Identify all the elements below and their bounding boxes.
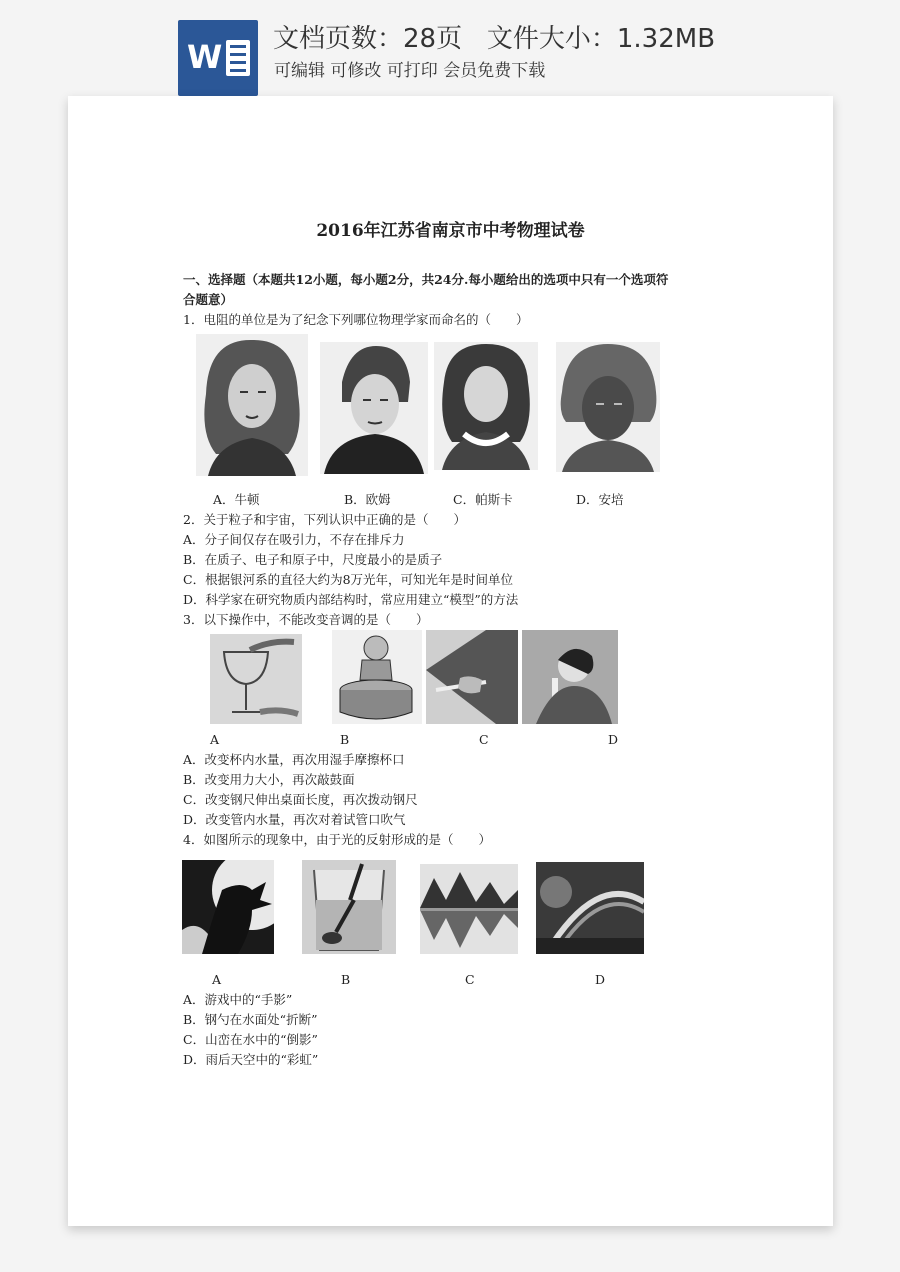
- question-4-label-a: A: [212, 972, 222, 987]
- question-4-option-a: A．游戏中的“手影”: [183, 992, 293, 1007]
- question-3-stem: 3．以下操作中，不能改变音调的是（ ）: [183, 612, 429, 627]
- question-2-option-a: A．分子间仅存在吸引力，不存在排斥力: [183, 532, 405, 547]
- question-4-label-d: D: [595, 972, 606, 987]
- question-1-option-b: B．欧姆: [344, 492, 391, 507]
- download-header: [0, 0, 900, 100]
- section-heading: 一、选择题（本题共12小题，每小题2分，共24分.每小题给出的选项中只有一个选项符: [183, 272, 669, 287]
- word-document-icon: [178, 20, 258, 96]
- file-info-title: 文档页数：28页 文件大小：1.32MB: [273, 24, 716, 54]
- section-heading-cont: 合题意）: [183, 292, 234, 307]
- question-4-label-b: B: [341, 972, 351, 987]
- mountain-reflection-image: [420, 864, 518, 954]
- drum-image: [332, 630, 422, 724]
- portrait-ampere-image: [556, 342, 660, 472]
- question-3-option-d: D．改变管内水量，再次对着试管口吹气: [183, 812, 406, 827]
- test-tube-blowing-image: [522, 630, 618, 724]
- file-info-subtitle: 可编辑 可修改 可打印 会员免费下载: [274, 61, 546, 81]
- hand-shadow-image: [182, 860, 274, 954]
- question-1-option-a: A．牛顿: [213, 492, 260, 507]
- portrait-newton-image: [196, 334, 308, 476]
- question-2-option-d: D．科学家在研究物质内部结构时，常应用建立“模型”的方法: [183, 592, 519, 607]
- document-title: 2016年江苏省南京市中考物理试卷: [316, 221, 585, 241]
- question-1-option-d: D．安培: [576, 492, 624, 507]
- question-2-option-b: B．在质子、电子和原子中，尺度最小的是质子: [183, 552, 443, 567]
- question-3-option-c: C．改变钢尺伸出桌面长度，再次拨动钢尺: [183, 792, 418, 807]
- question-2-stem: 2．关于粒子和宇宙，下列认识中正确的是（ ）: [183, 512, 466, 527]
- question-4-label-c: C: [465, 972, 475, 987]
- portrait-ohm-image: [320, 342, 428, 474]
- question-3-option-b: B．改变用力大小，再次敲鼓面: [183, 772, 355, 787]
- question-4-stem: 4．如图所示的现象中，由于光的反射形成的是（ ）: [183, 832, 491, 847]
- wine-glass-image: [210, 634, 302, 724]
- question-2-option-c: C．根据银河系的直径大约为8万光年，可知光年是时间单位: [183, 572, 514, 587]
- document-page: [68, 96, 833, 1226]
- question-3-label-c: C: [479, 732, 489, 747]
- question-4-option-d: D．雨后天空中的“彩虹”: [183, 1052, 319, 1067]
- question-3-option-a: A．改变杯内水量，再次用湿手摩擦杯口: [183, 752, 405, 767]
- question-3-label-a: A: [210, 732, 220, 747]
- question-4-option-b: B．钢勺在水面处“折断”: [183, 1012, 318, 1027]
- steel-ruler-image: [426, 630, 518, 724]
- question-1-stem: 1．电阻的单位是为了纪念下列哪位物理学家而命名的（ ）: [183, 312, 529, 327]
- question-4-option-c: C．山峦在水中的“倒影”: [183, 1032, 318, 1047]
- rainbow-image: [536, 862, 644, 954]
- portrait-pascal-image: [434, 342, 538, 470]
- spoon-in-water-image: [302, 860, 396, 954]
- question-3-label-b: B: [340, 732, 350, 747]
- word-logo-letter: W: [187, 38, 223, 76]
- question-1-option-c: C．帕斯卡: [453, 492, 513, 507]
- question-3-label-d: D: [608, 732, 619, 747]
